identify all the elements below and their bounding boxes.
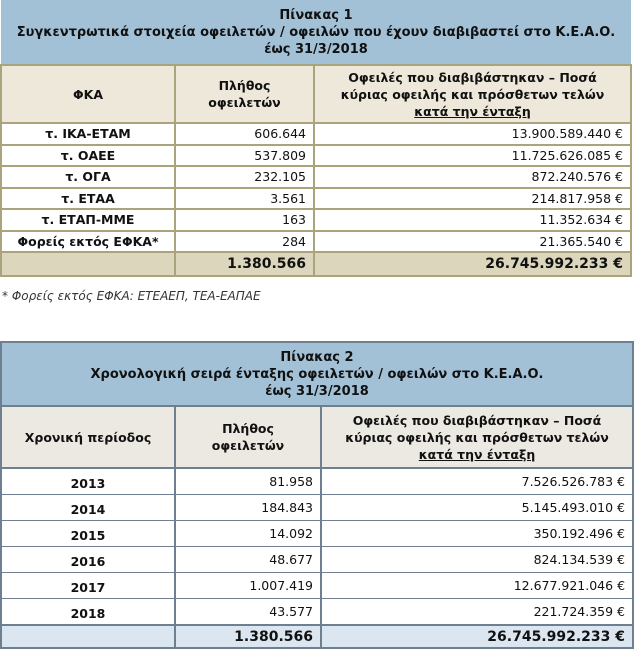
header-debtor-count-line1: Πλήθος <box>222 421 274 436</box>
year: 2018 <box>1 599 175 626</box>
table-1-subtitle: Συγκεντρωτικά στοιχεία οφειλετών / οφειλών που έχουν διαβιβαστεί στο Κ.Ε.Α.Ο. <box>16 24 616 40</box>
header-amount <box>314 65 631 123</box>
year: 2016 <box>1 547 175 573</box>
header-time-period: Χρονική περίοδος <box>1 406 175 468</box>
debtor-count: 163 <box>175 209 314 231</box>
debtor-count: 14.092 <box>175 521 321 547</box>
total-debtor-count: 1.380.566 <box>175 625 321 648</box>
total-label <box>1 625 175 648</box>
table-row <box>1 495 633 521</box>
table-2-caption <box>1 342 633 406</box>
table-row <box>1 468 633 495</box>
total-label <box>1 252 175 276</box>
table-row <box>1 599 633 626</box>
table-row <box>1 573 633 599</box>
table-2-subtitle: Χρονολογική σειρά ένταξης οφειλετών / οφειλών στο Κ.Ε.Α.Ο. <box>90 366 544 382</box>
total-debt-amount: 26.745.992.233 € <box>321 625 633 648</box>
debt-amount: 824.134.539 € <box>321 547 633 573</box>
fka-name: Φορείς εκτός ΕΦΚΑ* <box>1 231 175 253</box>
debtor-count: 606.644 <box>175 123 314 145</box>
debt-amount: 11.352.634 € <box>314 209 631 231</box>
debt-amount: 5.145.493.010 € <box>321 495 633 521</box>
table-row <box>1 209 631 231</box>
fka-name: τ. ΟΓΑ <box>1 166 175 188</box>
fka-name: τ. ΕΤΑΠ-ΜΜΕ <box>1 209 175 231</box>
fka-name: τ. ΙΚΑ-ΕΤΑΜ <box>1 123 175 145</box>
header-amount-line1: Οφειλές που διαβιβάστηκαν – Ποσά <box>348 69 597 85</box>
header-amount <box>321 406 633 468</box>
table-2-date: έως 31/3/2018 <box>265 383 369 399</box>
table-1-total-row <box>1 252 631 276</box>
table-row <box>1 521 633 547</box>
debt-amount: 7.526.526.783 € <box>321 468 633 495</box>
debtor-count: 81.958 <box>175 468 321 495</box>
fka-name: τ. ΟΑΕΕ <box>1 145 175 167</box>
header-debtor-count-line2: οφειλετών <box>211 438 285 453</box>
debtor-count: 232.105 <box>175 166 314 188</box>
header-debtor-count <box>175 406 321 468</box>
table-1-fka-summary <box>0 0 632 277</box>
debt-amount: 872.240.576 € <box>314 166 631 188</box>
table-1-title: Πίνακας 1 <box>279 7 353 23</box>
debt-amount: 221.724.359 € <box>321 599 633 626</box>
table-1-header-row <box>1 65 631 123</box>
table-2-total-row <box>1 625 633 648</box>
total-debt-amount: 26.745.992.233 € <box>314 252 631 276</box>
header-amount-line3: κατά την ένταξη <box>414 103 531 119</box>
debtor-count: 3.561 <box>175 188 314 210</box>
debtor-count: 43.577 <box>175 599 321 626</box>
table-row <box>1 231 631 253</box>
table-1-footnote: * Φορείς εκτός ΕΦΚΑ: ΕΤΕΑΕΠ, ΤΕΑ-ΕΑΠΑΕ <box>2 289 261 303</box>
debt-amount: 13.900.589.440 € <box>314 123 631 145</box>
table-1-caption <box>1 0 631 65</box>
header-debtor-count-line1: Πλήθος <box>218 78 271 93</box>
year: 2014 <box>1 495 175 521</box>
table-row <box>1 145 631 167</box>
header-amount-line1: Οφειλές που διαβιβάστηκαν – Ποσά <box>352 412 602 428</box>
total-debtor-count: 1.380.566 <box>175 252 314 276</box>
debtor-count: 48.677 <box>175 547 321 573</box>
debtor-count: 537.809 <box>175 145 314 167</box>
table-1-date: έως 31/3/2018 <box>264 41 368 57</box>
table-row <box>1 188 631 210</box>
table-row <box>1 123 631 145</box>
debt-amount: 11.725.626.085 € <box>314 145 631 167</box>
table-2-header-row <box>1 406 633 468</box>
debtor-count: 284 <box>175 231 314 253</box>
year: 2013 <box>1 468 175 495</box>
header-debtor-count-line2: οφειλετών <box>208 95 281 110</box>
debtor-count: 1.007.419 <box>175 573 321 599</box>
debtor-count: 184.843 <box>175 495 321 521</box>
table-2-chronological <box>0 341 634 649</box>
debt-amount: 214.817.958 € <box>314 188 631 210</box>
header-amount-line3: κατά την ένταξη <box>418 446 536 462</box>
header-debtor-count <box>175 65 314 123</box>
header-amount-line2: κύριας οφειλής και πρόσθετων τελών <box>345 429 609 445</box>
fka-name: τ. ΕΤΑΑ <box>1 188 175 210</box>
year: 2015 <box>1 521 175 547</box>
header-amount-line2: κύριας οφειλής και πρόσθετων τελών <box>340 86 605 102</box>
debt-amount: 12.677.921.046 € <box>321 573 633 599</box>
header-fka: ΦΚΑ <box>1 65 175 123</box>
table-row <box>1 166 631 188</box>
table-row <box>1 547 633 573</box>
debt-amount: 350.192.496 € <box>321 521 633 547</box>
year: 2017 <box>1 573 175 599</box>
table-2-title: Πίνακας 2 <box>280 349 354 365</box>
debt-amount: 21.365.540 € <box>314 231 631 253</box>
